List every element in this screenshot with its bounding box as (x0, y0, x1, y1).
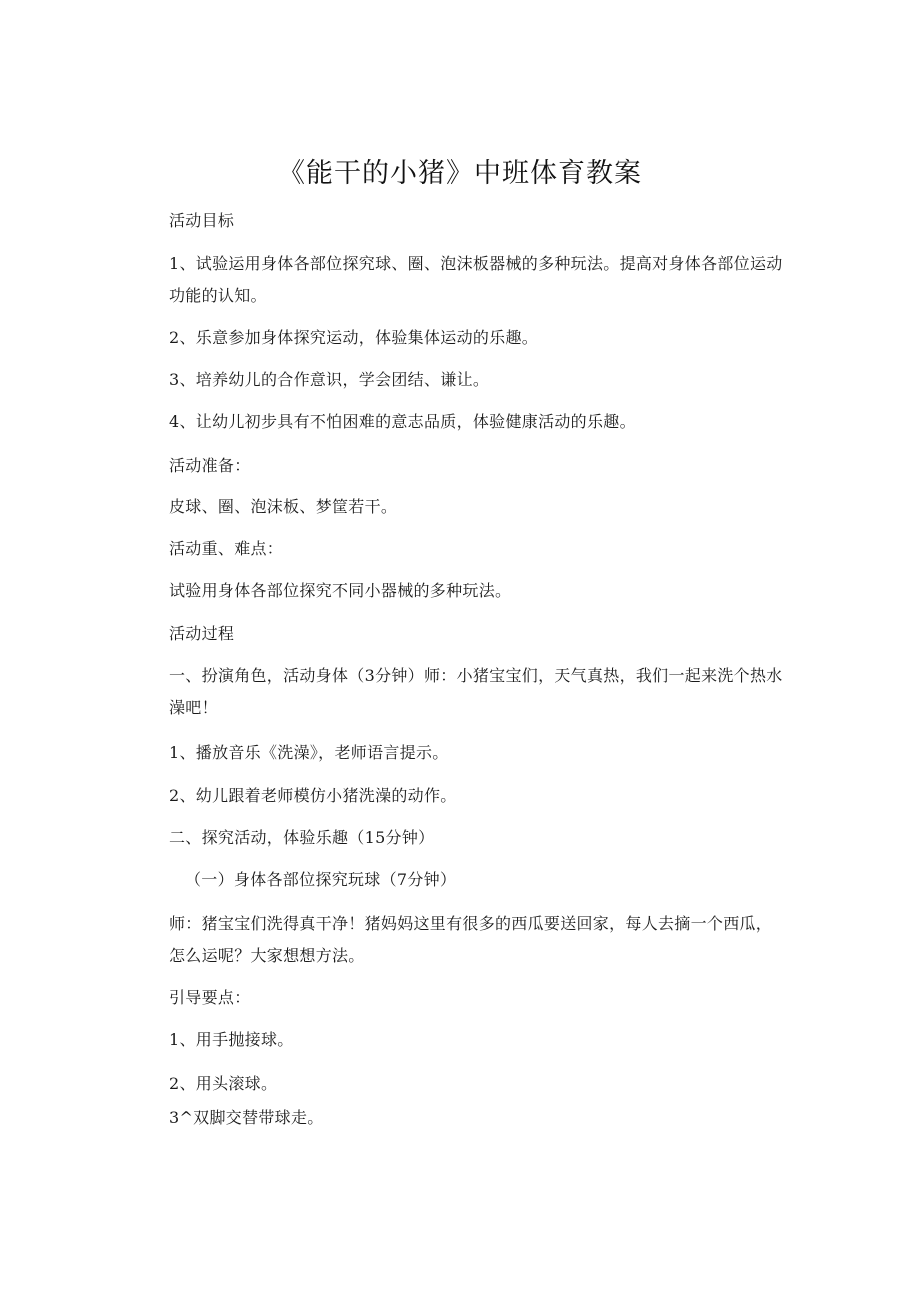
heading-guidance-points: 引导要点： (169, 988, 251, 1007)
process-step-1-item-1: 1、播放音乐《洗澡》，老师语言提示。 (169, 743, 449, 762)
goal-item-1: 1、试验运用身体各部位探究球、圈、泡沫板器械的多种玩法。提高对身体各部位运动功能的认知。 (169, 254, 783, 305)
preparation-text: 皮球、圈、泡沫板、梦筐若干。 (169, 497, 398, 516)
process-step-2-sub-1: （一）身体各部位探究玩球（7分钟） (185, 870, 457, 889)
heading-activity-process: 活动过程 (169, 624, 235, 643)
key-points-text: 试验用身体各部位探究不同小器械的多种玩法。 (169, 581, 512, 600)
guidance-item-2: 2、用头滚球。 (169, 1074, 278, 1093)
process-step-1: 一、扮演角色，活动身体（3分钟）师：小猪宝宝们，天气真热，我们一起来洗个热水澡吧！ (169, 666, 783, 717)
process-step-2: 二、探究活动，体验乐趣（15分钟） (169, 828, 435, 847)
heading-activity-goals: 活动目标 (169, 211, 235, 230)
heading-key-points: 活动重、难点： (169, 539, 284, 558)
heading-activity-preparation: 活动准备： (169, 456, 251, 475)
goal-item-2: 2、乐意参加身体探究运动，体验集体运动的乐趣。 (169, 328, 539, 347)
goal-item-3: 3、培养幼儿的合作意识，学会团结、谦让。 (169, 370, 490, 389)
teacher-speech: 师：猪宝宝们洗得真干净！猪妈妈这里有很多的西瓜要送回家，每人去摘一个西瓜，怎么运呢？大家想想方法。 (169, 914, 773, 965)
document-title: 《能干的小猪》中班体育教案 (278, 158, 642, 189)
guidance-item-1: 1、用手抛接球。 (169, 1030, 294, 1049)
guidance-item-3: 3^双脚交替带球走。 (169, 1108, 324, 1127)
goal-item-4: 4、让幼儿初步具有不怕困难的意志品质，体验健康活动的乐趣。 (169, 412, 636, 431)
process-step-1-item-2: 2、幼儿跟着老师模仿小猪洗澡的动作。 (169, 786, 457, 805)
